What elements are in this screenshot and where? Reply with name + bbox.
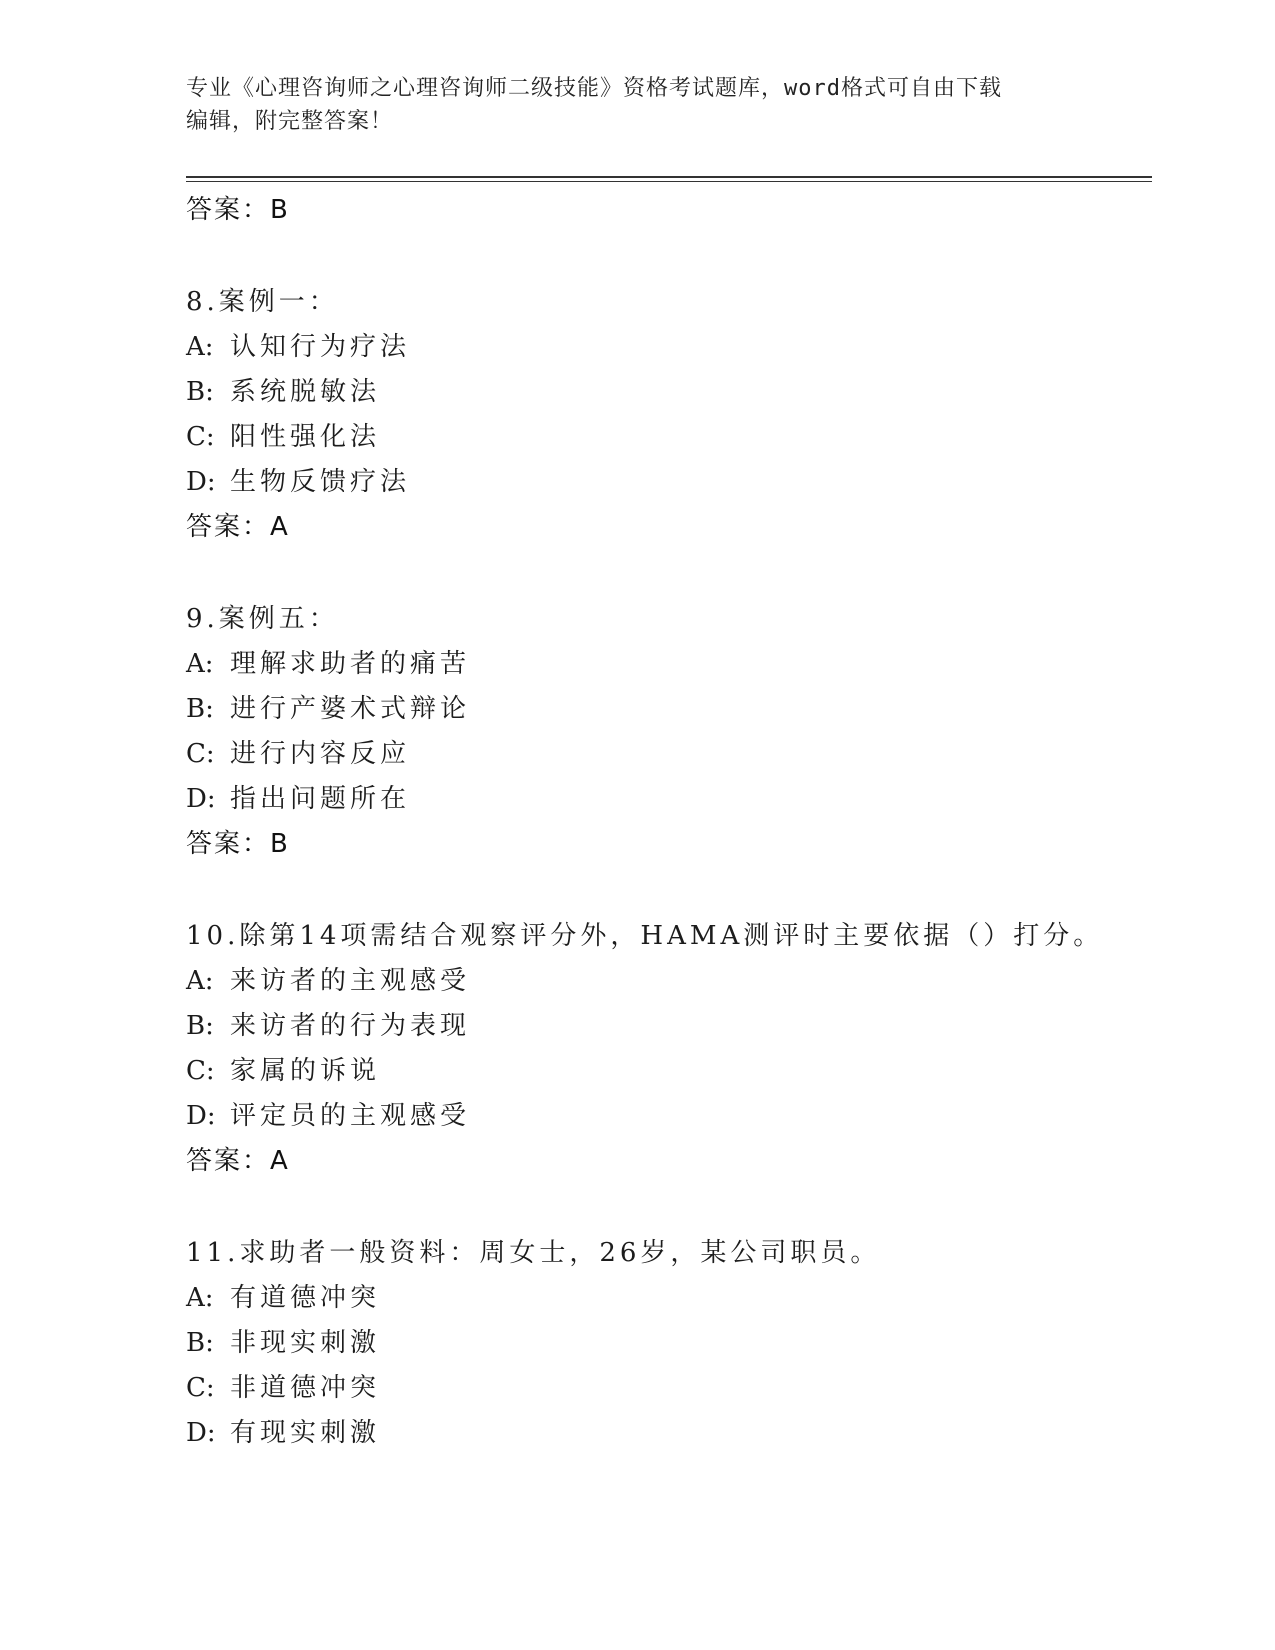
question-option bbox=[186, 1321, 1146, 1366]
answer-line: 答案：A bbox=[186, 1146, 290, 1176]
option-letter: C: bbox=[186, 1056, 215, 1086]
question-option bbox=[186, 687, 1146, 732]
option-text: 非道德冲突 bbox=[230, 1373, 381, 1403]
question-option bbox=[186, 460, 1146, 505]
option-letter: C: bbox=[186, 422, 215, 452]
question-title: 9.案例五： bbox=[186, 604, 339, 634]
question-spacer bbox=[186, 233, 1146, 280]
option-letter: A: bbox=[186, 1283, 214, 1313]
option-text: 评定员的主观感受 bbox=[230, 1101, 471, 1131]
option-text: 阳性强化法 bbox=[230, 422, 381, 452]
option-letter: B: bbox=[186, 1328, 214, 1358]
option-letter: A: bbox=[186, 332, 214, 362]
option-text: 进行内容反应 bbox=[230, 739, 411, 769]
question-spacer bbox=[186, 867, 1146, 914]
question-option bbox=[186, 777, 1146, 822]
answer-line: 答案：B bbox=[186, 829, 290, 859]
question-option bbox=[186, 959, 1146, 1004]
option-letter: B: bbox=[186, 694, 214, 724]
option-letter: D: bbox=[186, 1101, 216, 1131]
option-letter: D: bbox=[186, 1418, 216, 1448]
option-letter: A: bbox=[186, 966, 214, 996]
option-text: 有现实刺激 bbox=[230, 1418, 381, 1448]
option-text: 理解求助者的痛苦 bbox=[230, 649, 471, 679]
header-rule-thick bbox=[186, 176, 1152, 178]
question-item bbox=[186, 280, 1146, 550]
question-content bbox=[186, 188, 1146, 1456]
header-line-1: 专业《心理咨询师之心理咨询师二级技能》资格考试题库，word格式可自由下载 bbox=[186, 76, 1002, 101]
header-rule-thin bbox=[186, 181, 1152, 182]
answer-line: 答案：A bbox=[186, 512, 290, 542]
option-text: 认知行为疗法 bbox=[230, 332, 411, 362]
option-text: 生物反馈疗法 bbox=[230, 467, 411, 497]
option-letter: D: bbox=[186, 784, 216, 814]
question-item bbox=[186, 914, 1146, 1184]
option-letter: C: bbox=[186, 1373, 215, 1403]
option-text: 来访者的主观感受 bbox=[230, 966, 471, 996]
question-spacer bbox=[186, 550, 1146, 597]
question-option bbox=[186, 1411, 1146, 1456]
question-option bbox=[186, 415, 1146, 460]
question-option bbox=[186, 1004, 1146, 1049]
option-letter: D: bbox=[186, 467, 216, 497]
option-letter: C: bbox=[186, 739, 215, 769]
option-text: 来访者的行为表现 bbox=[230, 1011, 471, 1041]
question-title: 8.案例一： bbox=[186, 287, 339, 317]
question-option bbox=[186, 732, 1146, 777]
question-option bbox=[186, 1276, 1146, 1321]
question-option bbox=[186, 642, 1146, 687]
option-letter: A: bbox=[186, 649, 214, 679]
option-text: 非现实刺激 bbox=[230, 1328, 381, 1358]
question-title: 10.除第14项需结合观察评分外，HAMA测评时主要依据（）打分。 bbox=[186, 921, 1104, 951]
question-option bbox=[186, 1094, 1146, 1139]
question-option bbox=[186, 1049, 1146, 1094]
option-letter: B: bbox=[186, 1011, 214, 1041]
option-letter: B: bbox=[186, 377, 214, 407]
header-line-2: 编辑，附完整答案！ bbox=[186, 109, 394, 134]
question-option bbox=[186, 325, 1146, 370]
answer-line: 答案：B bbox=[186, 195, 290, 225]
option-text: 家属的诉说 bbox=[230, 1056, 381, 1086]
question-title: 11.求助者一般资料：周女士，26岁，某公司职员。 bbox=[186, 1238, 881, 1268]
option-text: 有道德冲突 bbox=[230, 1283, 381, 1313]
option-text: 系统脱敏法 bbox=[230, 377, 381, 407]
question-spacer bbox=[186, 1184, 1146, 1231]
question-item bbox=[186, 597, 1146, 867]
option-text: 进行产婆术式辩论 bbox=[230, 694, 471, 724]
question-list bbox=[186, 233, 1146, 1456]
document-header bbox=[186, 72, 1066, 138]
question-option bbox=[186, 370, 1146, 415]
option-text: 指出问题所在 bbox=[230, 784, 411, 814]
question-item bbox=[186, 1231, 1146, 1456]
question-option bbox=[186, 1366, 1146, 1411]
